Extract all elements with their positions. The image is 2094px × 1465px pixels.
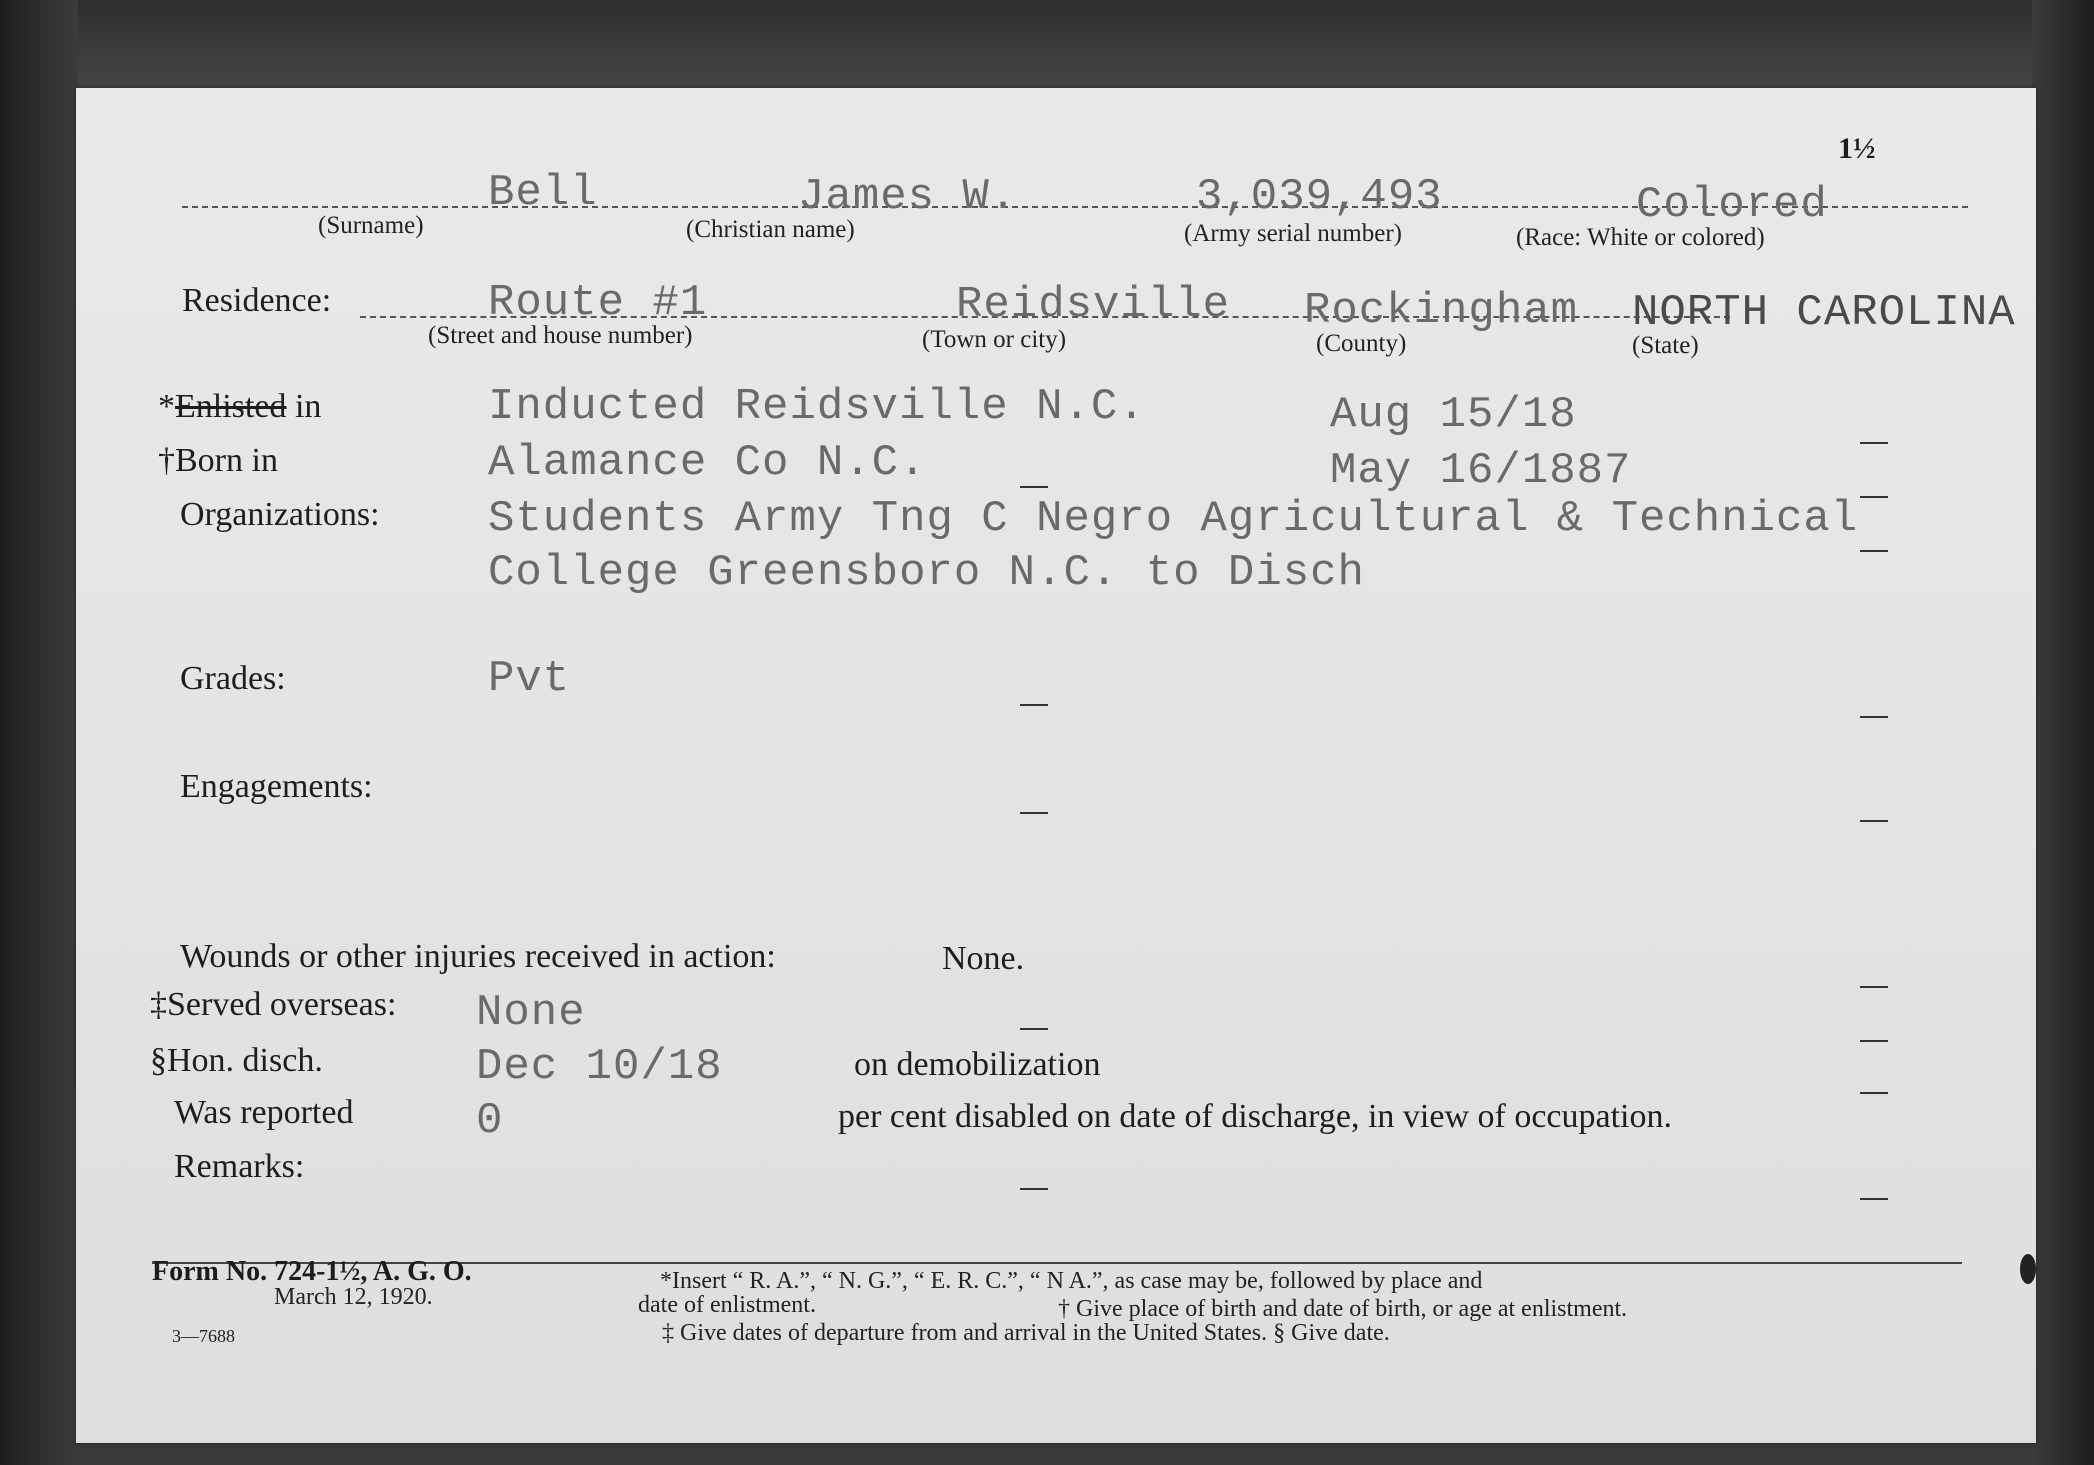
footnote-3: ‡ Give dates of departure from and arrival in the United States. § Give date. <box>662 1320 1390 1346</box>
engagements-end-dash <box>1860 820 1888 822</box>
born-value: Alamance Co N.C. <box>488 438 927 488</box>
remarks-end-dash <box>1860 1198 1888 1200</box>
grades-mid-dash <box>1020 704 1048 706</box>
born-mid-dash <box>1020 486 1048 488</box>
corner-mark: 1½ <box>1838 132 1876 165</box>
enlisted-date: Aug 15/18 <box>1330 390 1577 440</box>
organizations-line-2: College Greensboro N.C. to Disch <box>488 548 1365 598</box>
scan-background-top <box>0 0 2094 88</box>
state-caption: (State) <box>1632 332 1699 359</box>
wounds-value: None. <box>942 940 1025 977</box>
born-end-dash <box>1860 496 1888 498</box>
overseas-end-dash-2 <box>1860 1040 1888 1042</box>
serial-number-value: 3,039,493 <box>1196 172 1443 222</box>
surname-caption: (Surname) <box>318 212 424 239</box>
enlisted-struck-word: Enlisted <box>175 388 287 425</box>
christian-name-caption: (Christian name) <box>686 216 855 243</box>
enlisted-asterisk: * <box>158 388 175 425</box>
record-card <box>76 88 2036 1443</box>
grades-label: Grades: <box>180 660 286 697</box>
enlisted-in-word: in <box>286 388 322 425</box>
grades-end-dash <box>1860 716 1888 718</box>
organizations-line-1: Students Army Tng C Negro Agricultural & Technical <box>488 494 1859 544</box>
surname-value: Bell <box>488 168 598 218</box>
enlisted-end-dash <box>1860 442 1888 444</box>
binder-hole <box>2020 1254 2036 1284</box>
hon-disch-suffix: on demobilization <box>854 1046 1101 1083</box>
was-reported-label: Was reported <box>174 1094 354 1131</box>
was-reported-suffix: per cent disabled on date of discharge, in view of occupation. <box>838 1098 1672 1135</box>
engagements-label: Engagements: <box>180 768 373 805</box>
overseas-mid-dash <box>1020 1028 1048 1030</box>
organizations-label: Organizations: <box>180 496 380 533</box>
overseas-end-dash <box>1860 986 1888 988</box>
form-number: Form No. 724-1½, A. G. O. <box>152 1256 472 1287</box>
town-caption: (Town or city) <box>922 326 1067 353</box>
street-value: Route #1 <box>488 278 708 328</box>
served-overseas-value: None <box>476 988 586 1038</box>
engagements-mid-dash <box>1020 812 1048 814</box>
street-caption: (Street and house number) <box>428 322 693 349</box>
remarks-label: Remarks: <box>174 1148 305 1185</box>
form-date: March 12, 1920. <box>274 1284 433 1310</box>
served-overseas-label: ‡Served overseas: <box>150 986 397 1023</box>
county-caption: (County) <box>1316 330 1407 357</box>
scan-background-left <box>0 0 78 1465</box>
was-reported-value: 0 <box>476 1096 504 1146</box>
footnote-2b: † Give place of birth and date of birth, or age at enlistment. <box>1058 1296 1628 1322</box>
race-value: Colored <box>1636 180 1828 230</box>
enlisted-label <box>158 388 321 426</box>
christian-name-value: James W. <box>798 172 1018 222</box>
print-code: 3—7688 <box>172 1326 235 1346</box>
footnote-1: *Insert “ R. A.”, “ N. G.”, “ E. R. C.”, “ N A.”, as case may be, followed by place and <box>660 1268 1483 1294</box>
residence-label: Residence: <box>182 282 332 319</box>
town-value: Reidsville <box>956 280 1231 330</box>
state-value: NORTH CAROLINA <box>1632 288 2016 338</box>
grades-value: Pvt <box>488 654 571 704</box>
scan-background-right <box>2032 0 2094 1465</box>
enlisted-value: Inducted Reidsville N.C. <box>488 382 1146 432</box>
hon-disch-label: §Hon. disch. <box>150 1042 323 1079</box>
serial-number-caption: (Army serial number) <box>1184 220 1402 247</box>
race-caption: (Race: White or colored) <box>1516 224 1765 251</box>
hon-disch-value: Dec 10/18 <box>476 1042 723 1092</box>
remarks-mid-dash <box>1020 1188 1048 1190</box>
county-value: Rockingham <box>1304 286 1579 336</box>
born-date: May 16/1887 <box>1330 446 1632 496</box>
wounds-label: Wounds or other injuries received in action: <box>180 938 776 975</box>
organizations-end-dash <box>1860 550 1888 552</box>
born-label: †Born in <box>158 442 278 479</box>
footnote-2a: date of enlistment. <box>638 1292 816 1318</box>
disch-end-dash <box>1860 1092 1888 1094</box>
